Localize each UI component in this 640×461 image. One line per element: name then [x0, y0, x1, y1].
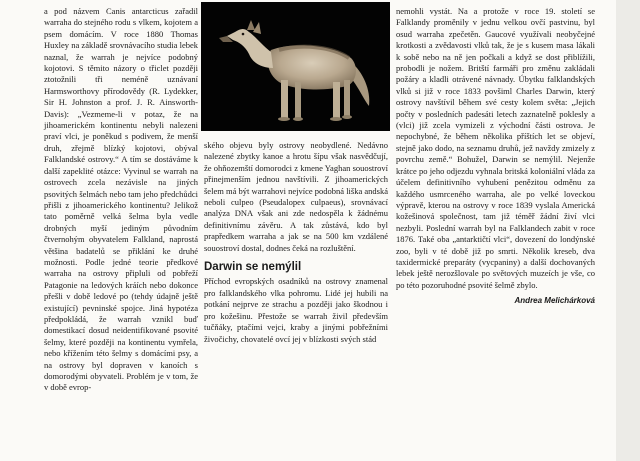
text-column-middle [204, 140, 388, 345]
column-left-text: a pod názvem Canis antarcticus zařadil warraha do stejného rodu s vlkem, kojotem a psem domácím. V roce 1880 Thomas Huxley na základě srovnávacího studia lebek naznal, že warrah je nejvíce podobný kojotovi. S těmito názory o třiclet později ztotožnili tři neméně uznávaní Harmsworthovy přírodovědy (R. Lydekker, Sir H. Johnston a prof. J. R. Ainsworth-Davis): „Vezmeme-li v potaz, že na jihoamerickém kontinentu nebyli nalezeni praví vlci, je poněkud s podivem, že menší druh, zřejmě blízký kojotovi, obýval Falklandské ostrovy.“ A tím se dostáváme k další zapeklité otázce: Vyvinul se warrah na ostrovech zcela nezávisle na jiných psovitých šelmách nebo tam jeho předchůdci přišli z jihoamerického kontinentu? Jelikož tato poměrně velká šelma byla vedle drobných myší jediným původním čtvernohým obyvatelem Falkland, naprostá většina badatelů se přiklání ke druhé možnosti. Podle jedné teorie předkové warraha na ostrovy připluli od pobřeží Patagonie na ledových kráích nebo dokonce přešli v době ledové po (tehdy údajně ještě existující) pevninské spojce. Jiná hypotéza předpokládá, že warrah vznikl buď domestikací dosud neidentifikované psovité šelmy, které později na kontinentu vymřela, nebo křížením této šelmy s domácími psy, a na ostrovy byl dopraven v kanoích s domorodými obyvateli. Problém je v tom, že v době evrop- [44, 6, 198, 393]
wolf-photo [201, 2, 390, 131]
page-edge [616, 0, 640, 461]
section-subheading: Darwin se nemýlil [204, 261, 302, 274]
text-column-left [44, 6, 198, 394]
author-byline: Andrea Melichárková [514, 296, 595, 306]
column-right-text: nemohli vystát. Na a protože v roce 19. století se Falklandy proměnily v jednu velkou ovčí pastvinu, byl osud warraha zpečetěn. Gaucové využívali neobyčejné krotkosti a zvědavosti vlků tak, že je s kusem masa lákali k sobě nebo na ně jen počkali a když se dost přiblížili, probodli je nožem. Britští farmáři pro změnu zakládali požáry a kladli otrávené návnady. Úbytku falklandských vlků si již v roce 1833 povšiml Charles Darwin, který ostrovy navštívil během své cesty kolem světa: „Jejich počty v posledních padesáti letech zaznatelně poklesly a (vlci) již zcela vymizeli z východní části ostrova. Je nepochybné, že během několika příštích let se objeví, stejně jako dodo, na seznamu druhů, jež navždy zmizely z povrchu země.“ Bohužel, Darwin se nemýlil. Nejenže krátce po jeho odjezdu vyhnala britská koloniální vláda za účelem definitivního vyhubení penězitou odměnu za každého usmrceného warraha, ale po velké loveckou výpravě, kterou na ostrovy v roce 1839 vyslala Americká kožešinová společnost, tam již téměř žádní živí vlci nezbyli. Poslední warrah byl na Falklandech zabit v roce 1876. Také oba „antarktičtí vlci“, dovezení do londýnské zoo, byli v té době již po smrti. Několik kreseb, dva taxidermické preparáty (vycpaniny) a další dochovaných lebek ještě nerozšlovale po světových muzeích je vše, co po této pozoruhodné psovité šelmě zbylo. [396, 6, 595, 290]
column-middle-text-bottom: Příchod evropských osadníků na ostrovy znamenal pro falklandského vlka pohromu. Lidé jej hubili na potkání nejprve ze strachu a později jako škodnou i pro kožešinu. Přestože se warrah živil především tučňáky, ptačími vejci, kraby a jinými pobřežními živočichy, chovatelé ovcí jej v blízkosti svých stád [204, 276, 388, 344]
wolf-specimen-illustration [201, 2, 390, 131]
column-middle-text: ského objevu byly ostrovy neobydlené. Nedávno nalezené zbytky kanoe a hrotu šípu však nasvědčují, že ohňozemští domorodci z kmene Yaghan souostroví přinejmenším jednou navštívili. Z jihoamerických šelem má být warrahovi nejvíce podobná liška andská neboli culpeo (Pseudalopex culpaeus), srovnávací analýza DNA však ani zde nedospěla k žádnému definitivnímu závěru. A tak zůstává, kdo byl prapředkem warraha a jak se na 500 km vzdálené souostroví dostal, dodnes čeká na rozluštění. [204, 140, 388, 253]
text-column-right [396, 6, 595, 307]
